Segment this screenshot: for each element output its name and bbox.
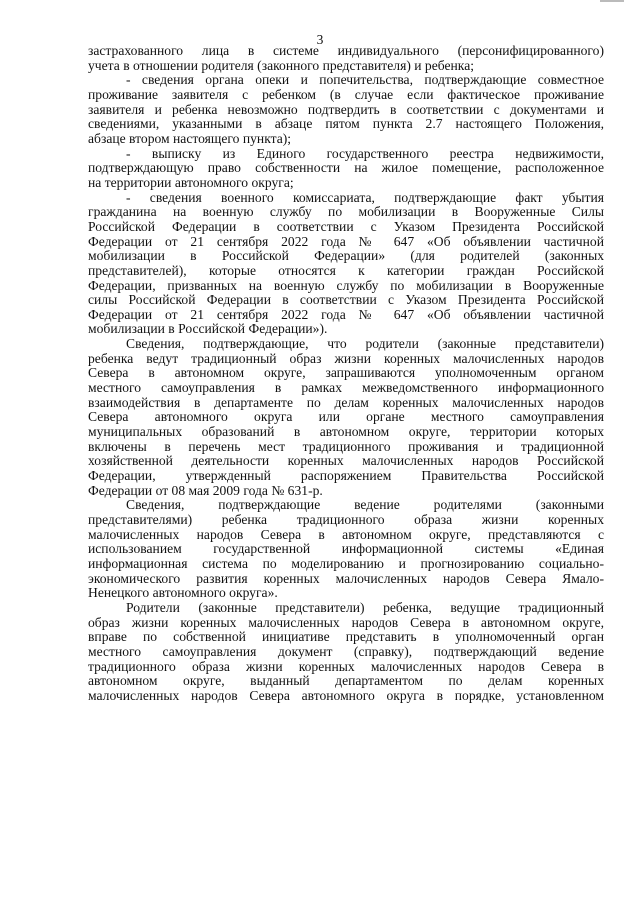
text-line: малочисленных народов Севера автономного округа в порядке, установленном	[88, 687, 604, 703]
text-line: заявителя и ребенка невозможно подтвердить в соответствии с документами и	[88, 101, 604, 117]
text-line: вправе по собственной инициативе представить в уполномоченный орган	[88, 629, 604, 645]
text-line: силы Российской Федерации в соответствии с Указом Президента Российской	[88, 292, 604, 308]
text-line: представителями) ребенка традиционного образа жизни коренных	[88, 512, 604, 527]
text-line: подтверждающую право собственности на жилое помещение, расположенное	[88, 160, 604, 176]
text-line: проживание заявителя с ребенком (в случае если фактическое проживание	[88, 86, 604, 102]
text-line: образ жизни коренных малочисленных народов Севера в автономном округе,	[88, 614, 604, 630]
text-line: включены в перечень мест традиционного проживания и традиционной	[88, 438, 604, 454]
text-line: Российской Федерации в соответствии с Указом Президента Российской	[88, 218, 604, 234]
text-line: Севера в автономном округе, запрашиваются уполномоченным органом	[88, 365, 604, 381]
text-line: Федерации, призванных на военную службу по мобилизации в Вооруженные	[88, 277, 604, 293]
paragraph	[88, 44, 604, 73]
text-line: Федерации от 21 сентября 2022 года № 647 «Об объявлении частичной	[88, 233, 604, 249]
text-line: взаимодействия в департаменте по делам коренных малочисленных народов	[88, 394, 604, 410]
text-line: Сведения, подтверждающие ведение родителями (законными	[126, 497, 604, 513]
document-body	[88, 44, 604, 704]
text-line: ребенка ведут традиционный образ жизни коренных малочисленных народов	[88, 350, 604, 366]
page-number: 3	[316, 32, 324, 47]
scan-edge-mark	[600, 0, 624, 2]
text-line: сведениями, указанными в абзаце пятом пункта 2.7 настоящего Положения,	[88, 116, 604, 132]
paragraph	[88, 191, 604, 338]
paragraph	[88, 147, 604, 191]
paragraph	[88, 337, 604, 498]
text-line: мобилизации в Российской Федерации» (для родителей (законных	[88, 248, 604, 264]
text-line: учета в отношении родителя (законного представителя) и ребенка;	[88, 57, 475, 73]
text-line: Родители (законные представители) ребенка, ведущие традиционный	[126, 599, 604, 615]
text-line: - сведения военного комиссариата, подтверждающие факт убытия	[126, 189, 604, 205]
text-line: Федерации от 08 мая 2009 года № 631-р.	[88, 482, 323, 498]
text-line: на территории автономного округа;	[88, 174, 294, 190]
text-line: Севера автономного округа или органе местного самоуправления	[88, 409, 604, 425]
text-line: автономном округе, выданный департаментом по делам коренных	[88, 673, 604, 689]
text-line: Федерации от 21 сентября 2022 года № 647 «Об объявлении частичной	[88, 306, 604, 322]
text-line: гражданина на военную службу по мобилизации в Вооруженные Силы	[88, 204, 604, 220]
text-line: малочисленных народов Севера в автономном округе, представляются с	[88, 526, 604, 542]
text-line: Ненецкого автономного округа».	[88, 585, 278, 601]
text-line: информационная система по моделированию и прогнозированию социально-	[88, 555, 604, 571]
text-line: традиционного образа жизни коренных малочисленных народов Севера в	[88, 658, 604, 674]
text-line: местного самоуправления в рамках межведомственного информационного	[88, 380, 604, 396]
text-line: - выписку из Единого государственного реестра недвижимости,	[126, 145, 604, 161]
paragraph	[88, 498, 604, 601]
text-line: застрахованного лица в системе индивидуального (персонифицированного)	[88, 43, 604, 58]
text-line: мобилизации в Российской Федерации»).	[88, 321, 328, 337]
text-line: экономического развития коренных малочисленных народов Севера Ямало-	[88, 570, 604, 586]
text-line: Сведения, подтверждающие, что родители (законные представители)	[126, 336, 604, 352]
text-line: абзаце втором настоящего пункта);	[88, 130, 292, 146]
text-line: Федерации, утвержденный распоряжением Правительства Российской	[88, 468, 604, 484]
text-line: использованием государственной информационной системы «Единая	[88, 541, 604, 557]
text-line: хозяйственной деятельности коренных малочисленных народов Российской	[88, 453, 604, 469]
paragraph	[88, 73, 604, 146]
text-line: представителей), которые относятся к категории граждан Российской	[88, 262, 604, 278]
text-line: местного самоуправления документ (справку), подтверждающий ведение	[88, 643, 604, 659]
paragraph	[88, 601, 604, 704]
text-line: - сведения органа опеки и попечительства, подтверждающие совместное	[126, 72, 604, 88]
text-line: муниципальных образований в автономном округе, территории которых	[88, 424, 604, 440]
